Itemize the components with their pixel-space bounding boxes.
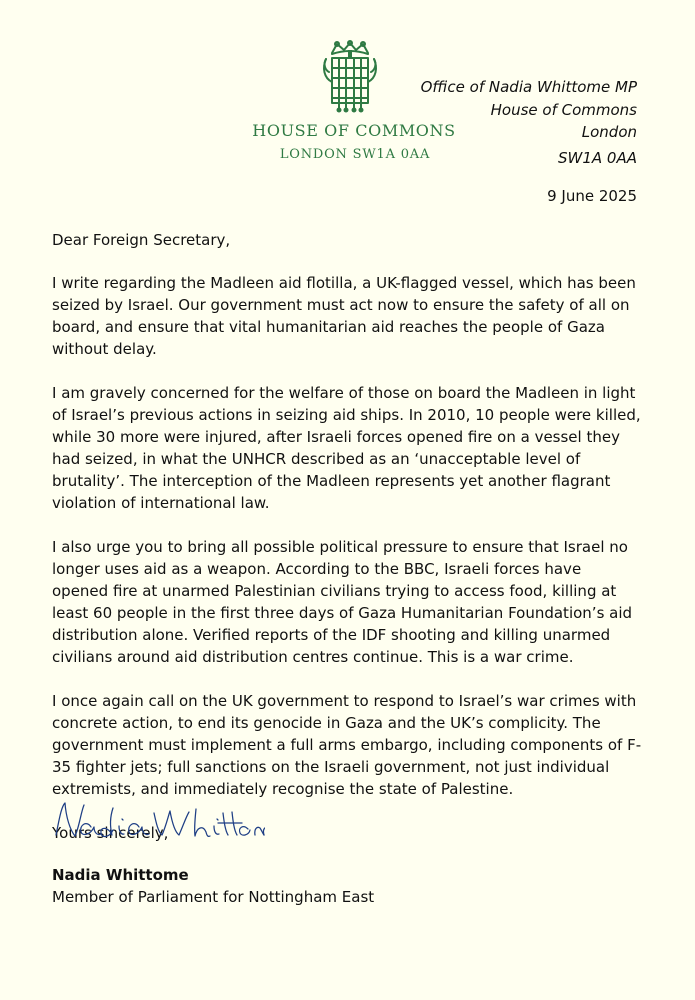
letter-date: 9 June 2025 bbox=[547, 187, 637, 205]
portcullis-crest-icon bbox=[319, 40, 381, 116]
closing: Yours sincerely, bbox=[52, 824, 169, 842]
signer-role: Member of Parliament for Nottingham East bbox=[52, 888, 375, 906]
salutation: Dear Foreign Secretary, bbox=[52, 231, 231, 249]
letter-body bbox=[52, 229, 642, 844]
address-line-postcode: SW1A 0AA bbox=[558, 148, 637, 167]
house-of-commons-postcode: LONDON SW1A 0AA bbox=[279, 147, 431, 162]
body-paragraph: I am gravely concerned for the welfare of those on board the Madleen in light of Israel’s previous actions in seizing aid ships. In 2010, 10 people were killed, while 30 more were injured, after Israeli forces opened fire on a vessel they had seized, in what the UNHCR described as an ‘unacceptable level of brutality’. The interception of the Madleen represents yet another flagrant violation of international law. bbox=[52, 384, 641, 512]
body-paragraph: I once again call on the UK government to respond to Israel’s war crimes with concrete action, to end its genocide in Gaza and the UK’s complicity. The government must implement a full arms embargo, including components of F-35 fighter jets; full sanctions on the Israeli government, not just individual extremists, and immediately recognise the state of Palestine. bbox=[52, 692, 642, 798]
address-line-house: House of Commons bbox=[490, 100, 637, 119]
signer-name: Nadia Whittome bbox=[52, 866, 189, 884]
house-of-commons-title: HOUSE OF COMMONS bbox=[252, 121, 456, 140]
address-line-office: Office of Nadia Whittome MP bbox=[420, 78, 637, 96]
body-paragraph: I also urge you to bring all possible political pressure to ensure that Israel no longer uses aid as a weapon. According to the BBC, Israeli forces have opened fire at unarmed Palestinian civilians trying to access food, killing at least 60 people in the first three days of Gaza Humanitarian Foundation’s aid distribution alone. Verified reports of the IDF shooting and killing unarmed civilians around aid distribution centres continue. This is a war crime. bbox=[52, 538, 633, 666]
address-line-city: London bbox=[581, 123, 637, 141]
body-paragraph: I write regarding the Madleen aid flotilla, a UK-flagged vessel, which has been seized by Israel. Our government must act now to ensure the safety of all on board, and ensure that vital humanitarian aid reaches the people of Gaza without delay. bbox=[52, 274, 636, 358]
handwritten-signature bbox=[52, 797, 265, 841]
sender-address bbox=[397, 76, 637, 169]
